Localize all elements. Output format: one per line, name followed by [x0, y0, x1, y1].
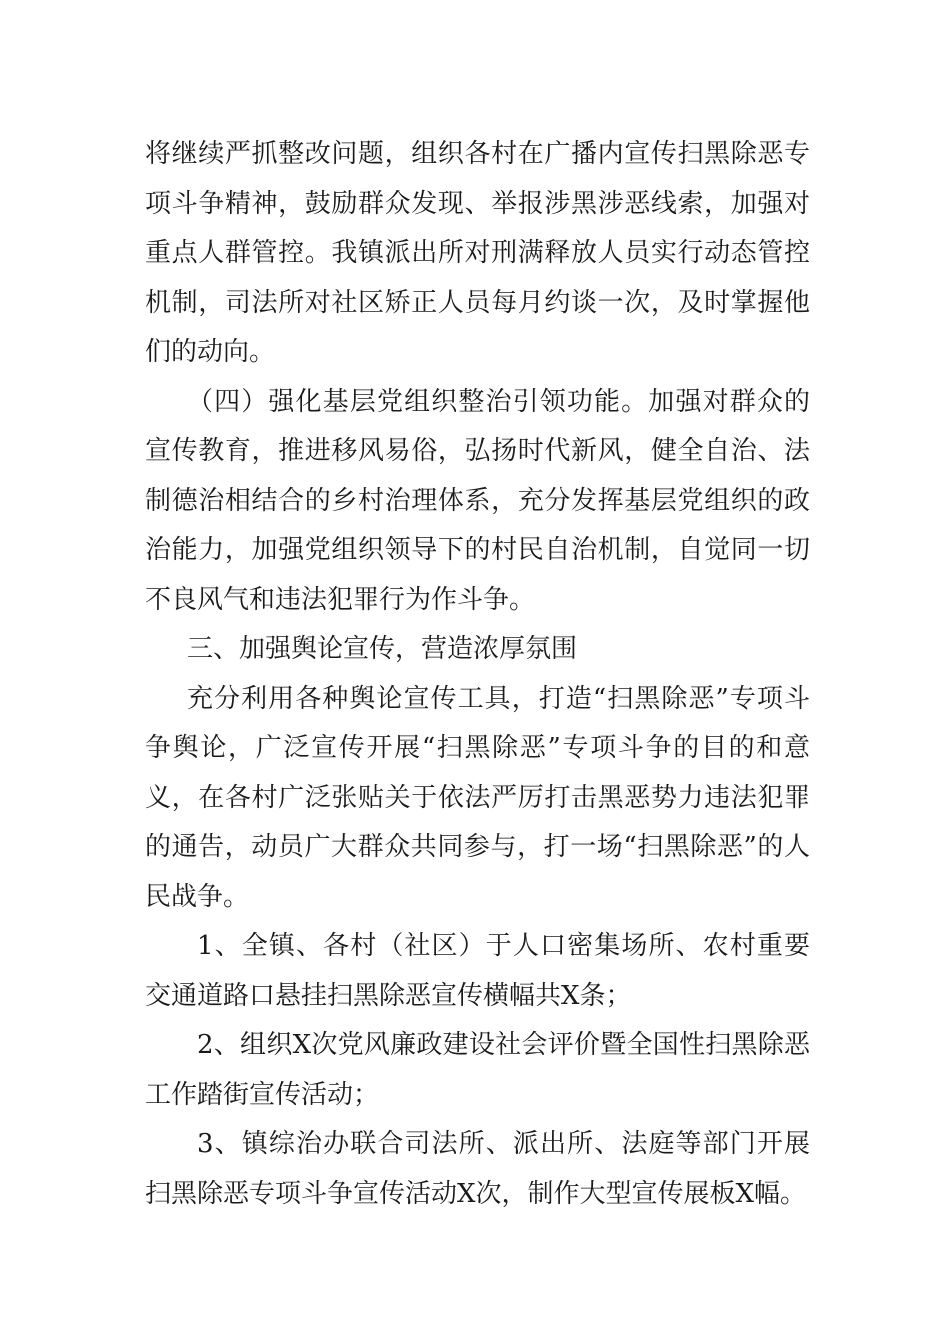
paragraph-continuation: 将继续严抓整改问题，组织各村在广播内宣传扫黑除恶专项斗争精神，鼓励群众发现、举报涉黑涉恶线索，加强对重点人群管控。我镇派出所对刑满释放人员实行动态管控机制，司法所对社区矫正人员每月约谈一次，及时掌握他们的动向。 [145, 139, 810, 367]
list-item-1: 1、全镇、各村（社区）于人口密集场所、农村重要交通道路口悬挂扫黑除恶宣传横幅共X条； [145, 931, 810, 1011]
paragraph-publicity: 充分利用各种舆论宣传工具，打造“扫黑除恶”专项斗争舆论，广泛宣传开展“扫黑除恶”专项斗争的目的和意义，在各村广泛张贴关于依法严厉打击黑恶势力违法犯罪的通告，动员广大群众共同参与，打一场“扫黑除恶”的人民战争。 [145, 683, 810, 912]
list-item-2: 2、组织X次党风廉政建设社会评价暨全国性扫黑除恶工作踏街宣传活动； [145, 1030, 810, 1110]
list-item-3: 3、镇综治办联合司法所、派出所、法庭等部门开展扫黑除恶专项斗争宣传活动X次，制作大型宣传展板X幅。 [145, 1129, 810, 1209]
section-heading-three: 三、加强舆论宣传，营造浓厚氛围 [187, 634, 578, 664]
paragraph-section-four: （四）强化基层党组织整治引领功能。加强对群众的宣传教育，推进移风易俗，弘扬时代新风，健全自治、法制德治相结合的乡村治理体系，充分发挥基层党组织的政治能力，加强党组织领导下的村民自治机制，自觉同一切不良风气和违法犯罪行为作斗争。 [145, 386, 810, 615]
document-page [145, 130, 810, 1219]
